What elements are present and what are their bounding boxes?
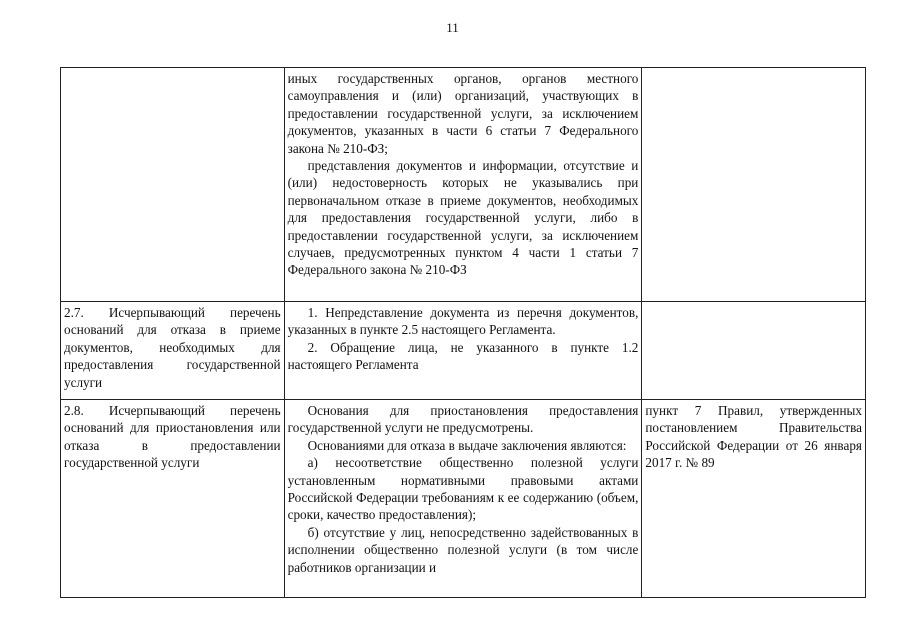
row-content-cell	[284, 400, 642, 598]
row-name-cell	[61, 400, 285, 598]
table-row	[61, 302, 866, 400]
content-paragraph: 1. Непредставление документа из перечня документов, указанных в пункте 2.5 настоящего Регламента.	[287, 305, 639, 338]
row-content-cell	[284, 68, 642, 302]
row-name-cell	[61, 68, 285, 302]
table-row	[61, 400, 866, 598]
content-paragraph: б) отсутствие у лиц, непосредственно задействованных в исполнении общественно полезной услуги (в том числе работников организации и	[287, 524, 639, 575]
content-paragraph: а) несоответствие общественно полезной услуги установленным нормативными правовыми актами Российской Федерации требованиям к ее содержанию (объем, сроки, качество предоставления);	[287, 455, 639, 523]
row-legal-cell	[642, 68, 866, 302]
content-paragraph: Основания для приостановления предоставления государственной услуги не предусмотрены.	[287, 403, 639, 436]
regulation-table	[60, 67, 866, 598]
content-paragraph: иных государственных органов, органов местного самоуправления и (или) организаций, участвующих в предоставлении государственной услуги, за исключением документов, указанных в части 6 статьи 7 Федерального закона № 210-ФЗ;	[287, 71, 639, 156]
row-content-cell	[284, 302, 642, 400]
content-paragraph: Основаниями для отказа в выдаче заключения являются:	[307, 437, 627, 453]
row-name-text: 2.8. Исчерпывающий перечень оснований для приостановления или отказа в предоставлении государственной услуги	[64, 403, 281, 471]
row-name-cell	[61, 302, 285, 400]
page-number: 11	[446, 20, 459, 35]
legal-basis-text: пункт 7 Правил, утвержденных постановлением Правительства Российской Федерации от 26 января 2017 г. № 89	[645, 403, 862, 471]
row-legal-cell	[642, 400, 866, 598]
row-legal-cell	[642, 302, 866, 400]
row-name-text: 2.7. Исчерпывающий перечень оснований для отказа в приеме документов, необходимых для предоставления государственной услуги	[64, 305, 281, 390]
content-paragraph: представления документов и информации, отсутствие и (или) недостоверность которых не указывались при первоначальном отказе в приеме документов, необходимых для предоставления государственной услуги, либо в предоставлении государственной услуги, за исключением случаев, предусмотренных пунктом 4 части 1 статьи 7 Федерального закона № 210-ФЗ	[287, 158, 639, 278]
content-paragraph: 2. Обращение лица, не указанного в пункте 1.2 настоящего Регламента	[287, 339, 639, 373]
table-row	[61, 68, 866, 302]
